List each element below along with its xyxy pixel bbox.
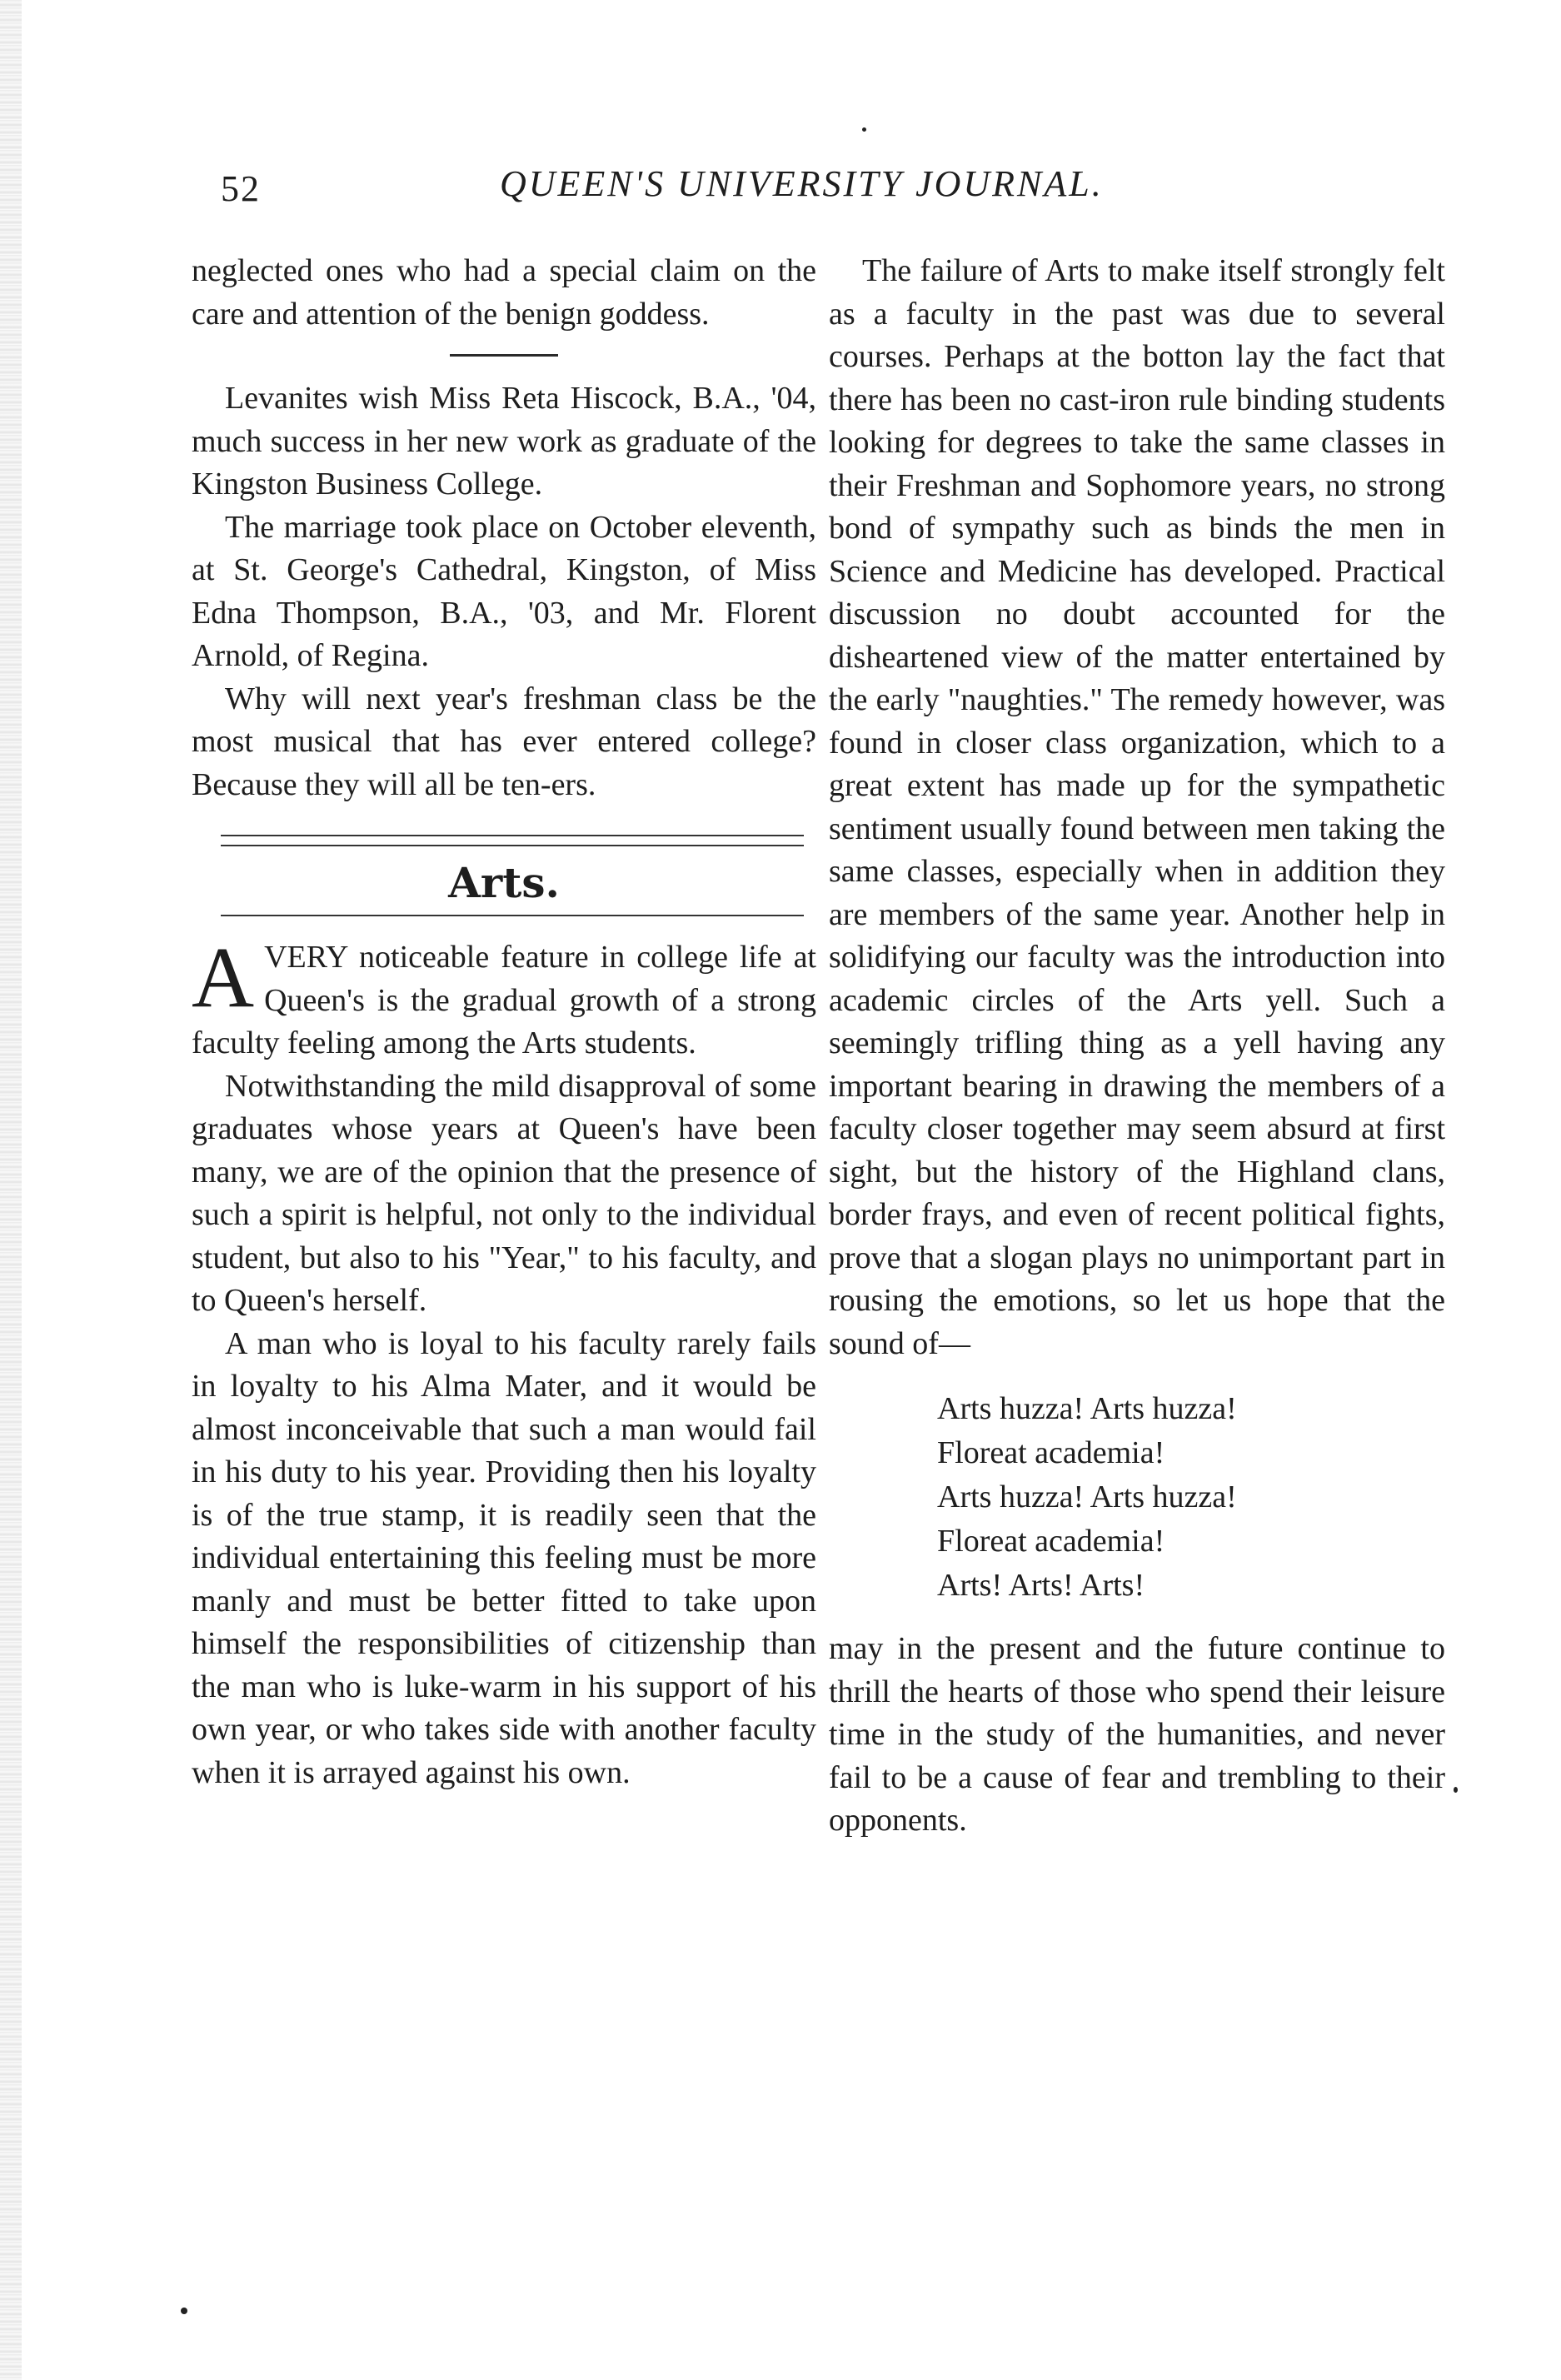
yell-line: Arts huzza! Arts huzza! (937, 1479, 1237, 1514)
page-header (0, 162, 1561, 221)
left-column (192, 250, 816, 1794)
section-rule (221, 915, 804, 916)
right-column (829, 250, 1445, 1843)
levana-note: Why will next year's freshman class be the most musical that has ever entered college? Because they will all be ten-ers. (192, 681, 816, 802)
print-speck (181, 2308, 187, 2314)
arts-yell-verse (937, 1387, 1445, 1608)
continued-paragraph: neglected ones who had a special claim on the care and attention of the benign goddess. (192, 253, 816, 332)
section-heading-arts: Arts. (448, 858, 560, 907)
print-speck (1454, 1787, 1458, 1793)
closing-paragraph: may in the present and the future continue to thrill the hearts of those who spend their leisure time in the study of the humanities, and never fail to be a cause of fear and trembling to their opponents. (829, 1631, 1445, 1838)
journal-title: QUEEN'S UNIVERSITY JOURNAL. (500, 163, 1104, 204)
print-speck (862, 127, 866, 132)
levana-note: The marriage took place on October eleventh, at St. George's Cathedral, Kingston, of Miss Edna Thompson, B.A., '03, and Mr. Florent Arnold, of Regina. (192, 509, 816, 673)
yell-line: Floreat academia! (937, 1524, 1165, 1559)
arts-faculty-paragraph: The failure of Arts to make itself strongly felt as a faculty in the past was due to several courses. Perhaps at the botton lay the fact that there has been no cast-iron rule binding students looking for degrees to take the same classes in their Freshman and Sophomore years, no strong bond of sympathy such as binds the men in Science and Medicine has developed. Practical discussion no doubt accounted for the disheartened view of the matter entertained by the early "naughties." The remedy however, was found in closer class organization, which to a great extent has made up for the sympathetic sentiment usually found between men taking the same classes, especially when in addition they are members of the same year. Another help in solidifying our faculty was the introduction into academic circles of the Arts yell. Such a seemingly trifling thing as a yell having any important bearing in drawing the members of a faculty closer together may seem absurd at first sight, but the history of the Highland clans, border frays, and even of recent political fights, prove that a slogan plays no unimportant part in rousing the emotions, so let us hope that the sound of— (829, 253, 1445, 1361)
yell-line: Floreat academia! (937, 1435, 1165, 1470)
arts-opening-paragraph (192, 930, 816, 1065)
scan-gutter-edge (0, 0, 22, 2380)
short-divider (450, 354, 558, 357)
yell-line: Arts! Arts! Arts! (937, 1568, 1145, 1603)
arts-paragraph: A man who is loyal to his faculty rarely fails in loyalty to his Alma Mater, and it would be almost inconceivable that such a man would fail in his duty to his year. Providing then his loyalty is of the true stamp, it is readily seen that the individual entertaining this feeling must be more manly and must be better fitted to take upon himself the responsibilities of citizenship than the man who is luke-warm in his support of his own year, or who takes side with another faculty when it is arrayed against his own. (192, 1325, 816, 1790)
arts-paragraph: Notwithstanding the mild disapproval of some graduates whose years at Queen's have been many, we are of the opinion that the presence of such a spirit is helpful, not only to the individual student, but also to his "Year," to his faculty, and to Queen's herself. (192, 1068, 816, 1318)
arts-opening-text: VERY noticeable feature in college life at Queen's is the gradual growth of a strong faculty feeling among the Arts students. (192, 940, 816, 1060)
levana-note: Levanites wish Miss Reta Hiscock, B.A., '04, much success in her new work as graduate of the Kingston Business College. (192, 381, 816, 501)
yell-line: Arts huzza! Arts huzza! (937, 1391, 1237, 1426)
page-number: 52 (221, 168, 261, 209)
section-double-rule (221, 835, 804, 846)
drop-cap: A (192, 930, 255, 1025)
